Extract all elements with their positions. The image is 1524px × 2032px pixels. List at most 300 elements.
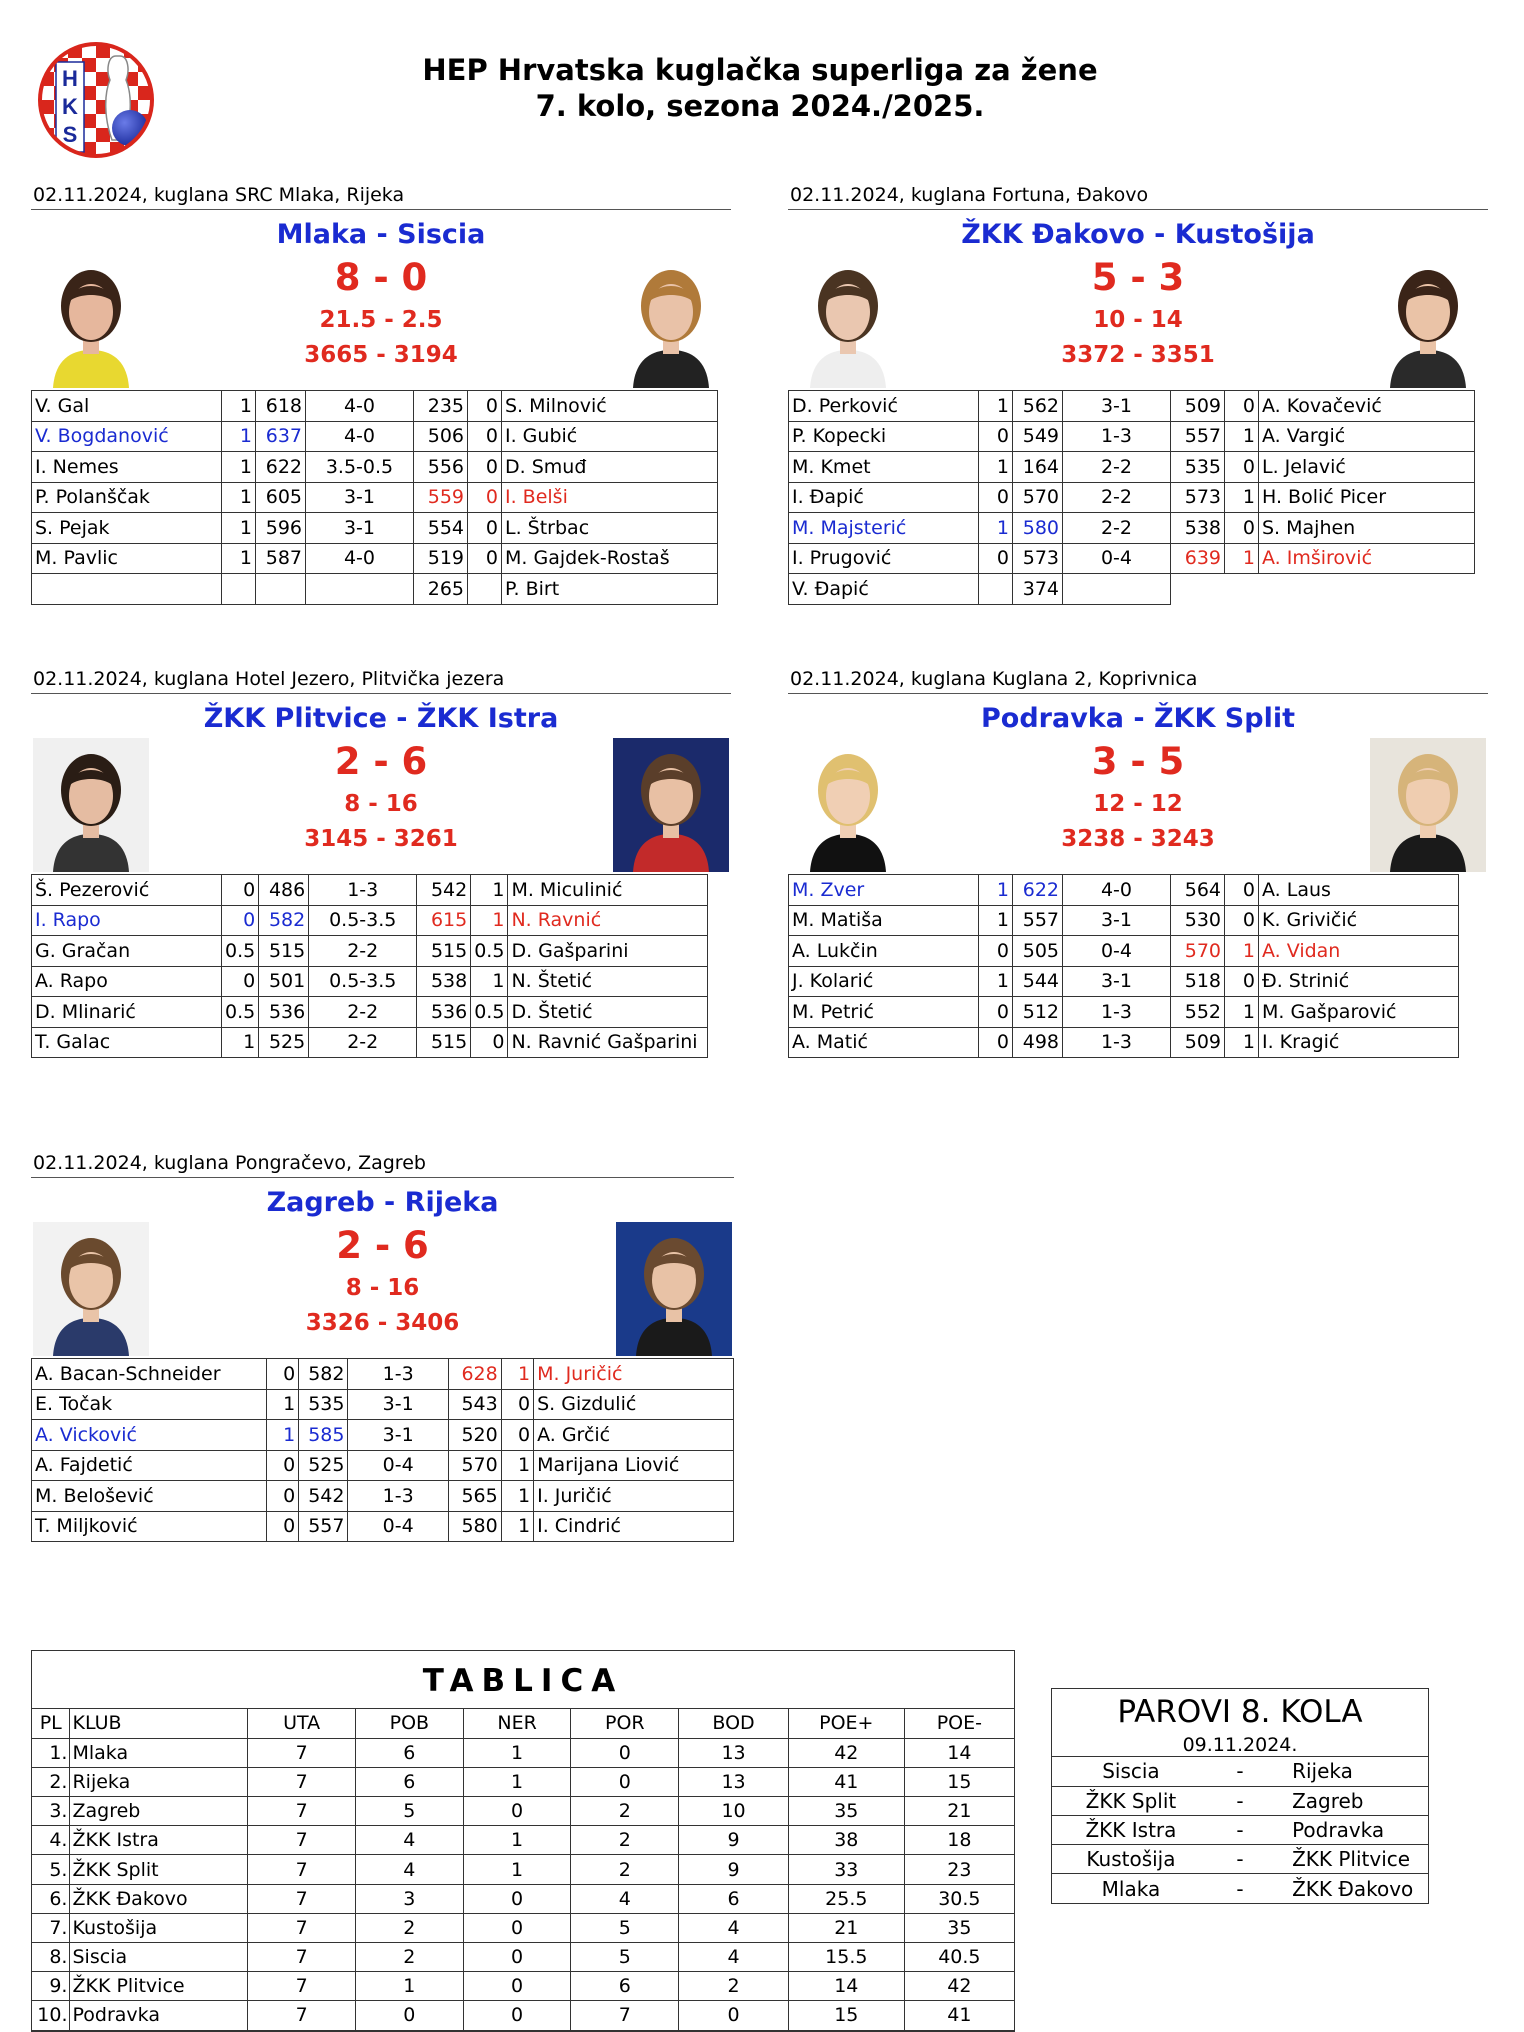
standings-value: 33 bbox=[788, 1855, 904, 1884]
player-sets: 3-1 bbox=[306, 513, 414, 544]
home-player-name: M. Petrić bbox=[789, 997, 979, 1028]
player-sets: 3-1 bbox=[306, 482, 414, 513]
standings-club: Zagreb bbox=[70, 1797, 248, 1826]
away-player-pins: 530 bbox=[1171, 905, 1225, 936]
result-row bbox=[32, 1389, 734, 1420]
home-player-pins: 512 bbox=[1013, 997, 1063, 1028]
home-player-name: M. Zver bbox=[789, 875, 979, 906]
standings-value: 42 bbox=[904, 1972, 1014, 2001]
player-sets: 4-0 bbox=[306, 421, 414, 452]
player-sets bbox=[306, 574, 414, 605]
home-player-name: D. Perković bbox=[789, 391, 979, 422]
home-player-name: I. Prugović bbox=[789, 543, 979, 574]
result-row bbox=[32, 1450, 734, 1481]
home-player-pins: 525 bbox=[299, 1450, 348, 1481]
standings-row bbox=[32, 1797, 1014, 1826]
standings-value: 6 bbox=[355, 1767, 463, 1796]
away-player-point: 0 bbox=[501, 1389, 533, 1420]
home-player-name: A. Matić bbox=[789, 1027, 979, 1058]
standings-position: 4. bbox=[32, 1826, 70, 1855]
standings-value: 7 bbox=[248, 1943, 356, 1972]
home-player-pins: 582 bbox=[299, 1359, 348, 1390]
standings-table bbox=[31, 1650, 1015, 2032]
player-sets: 4-0 bbox=[306, 543, 414, 574]
standings-club: ŽKK Split bbox=[70, 1855, 248, 1884]
home-player-point: 1 bbox=[979, 875, 1013, 906]
home-player-name bbox=[32, 574, 222, 605]
home-player-pins: 618 bbox=[256, 391, 306, 422]
away-player-point: 1 bbox=[471, 966, 508, 997]
player-sets: 1-3 bbox=[1063, 997, 1171, 1028]
away-player-point: 0 bbox=[468, 482, 502, 513]
match-sets-score: 21.5 - 2.5 bbox=[319, 307, 443, 333]
away-player-point: 1 bbox=[1225, 421, 1259, 452]
pair-row bbox=[1052, 1874, 1428, 1903]
standings-value: 2 bbox=[571, 1797, 679, 1826]
standings-value: 35 bbox=[788, 1797, 904, 1826]
result-row bbox=[32, 391, 718, 422]
pair-home-team: ŽKK Split bbox=[1052, 1786, 1210, 1815]
home-player-pins: 486 bbox=[259, 875, 309, 906]
home-player-point: 0 bbox=[979, 421, 1013, 452]
away-player-pins: 580 bbox=[448, 1511, 501, 1542]
match-venue: 02.11.2024, kuglana Hotel Jezero, Plitvička jezera bbox=[31, 664, 731, 694]
away-player-point bbox=[1225, 574, 1259, 605]
result-row bbox=[789, 574, 1475, 605]
home-player-name: T. Galac bbox=[32, 1027, 222, 1058]
standings-club: Mlaka bbox=[70, 1738, 248, 1767]
home-player-point: 1 bbox=[222, 543, 256, 574]
pair-home-team: Mlaka bbox=[1101, 1876, 1161, 1901]
home-player-name: J. Kolarić bbox=[789, 966, 979, 997]
away-player-name: D. Gašparini bbox=[508, 936, 708, 967]
home-player-pins: 562 bbox=[1013, 391, 1063, 422]
player-sets: 1-3 bbox=[1063, 1027, 1171, 1058]
home-player-point bbox=[979, 574, 1013, 605]
page-title-line-1: HEP Hrvatska kuglačka superliga za žene bbox=[422, 53, 1098, 87]
home-player-name: A. Bacan-Schneider bbox=[32, 1359, 267, 1390]
away-player-pins: 235 bbox=[414, 391, 468, 422]
player-sets: 0.5-3.5 bbox=[309, 905, 417, 936]
match-teams: ŽKK Đakovo - Kustošija bbox=[961, 219, 1315, 250]
home-player-name: V. Bogdanović bbox=[32, 421, 222, 452]
result-row bbox=[789, 391, 1475, 422]
standings-header-pob: POB bbox=[355, 1709, 463, 1738]
away-player-name: N. Ravnić Gašparini bbox=[508, 1027, 708, 1058]
away-player-pins: 570 bbox=[448, 1450, 501, 1481]
away-player-point: 0 bbox=[468, 513, 502, 544]
standings-value: 4 bbox=[571, 1884, 679, 1913]
home-player-name: M. Kmet bbox=[789, 452, 979, 483]
home-player-name: S. Pejak bbox=[32, 513, 222, 544]
result-row bbox=[32, 1027, 708, 1058]
away-player-point: 1 bbox=[471, 905, 508, 936]
player-sets: 2-2 bbox=[309, 936, 417, 967]
result-row bbox=[32, 1481, 734, 1512]
player-sets: 2-2 bbox=[1063, 482, 1171, 513]
away-player-point: 0 bbox=[468, 391, 502, 422]
away-player-point: 1 bbox=[471, 875, 508, 906]
pair-away-team: ŽKK Plitvice bbox=[1270, 1845, 1428, 1874]
home-player-pins: 515 bbox=[259, 936, 309, 967]
standings-value: 0 bbox=[571, 1738, 679, 1767]
standings-value: 15.5 bbox=[788, 1943, 904, 1972]
match-header bbox=[788, 738, 1488, 874]
result-row bbox=[32, 1420, 734, 1451]
home-player-name: M. Matiša bbox=[789, 905, 979, 936]
standings-value: 5 bbox=[571, 1913, 679, 1942]
player-sets: 3-1 bbox=[1063, 966, 1171, 997]
standings-club: ŽKK Plitvice bbox=[70, 1972, 248, 2001]
result-row bbox=[32, 452, 718, 483]
standings-value: 30.5 bbox=[904, 1884, 1014, 1913]
home-player-pins: 587 bbox=[256, 543, 306, 574]
standings-value: 5 bbox=[571, 1943, 679, 1972]
home-player-point: 1 bbox=[979, 905, 1013, 936]
match-venue: 02.11.2024, kuglana Fortuna, Đakovo bbox=[788, 180, 1488, 210]
away-player-point: 1 bbox=[1225, 543, 1259, 574]
standings-value: 5 bbox=[355, 1797, 463, 1826]
home-player-pins: 605 bbox=[256, 482, 306, 513]
away-player-name: H. Bolić Picer bbox=[1259, 482, 1475, 513]
away-player-pins: 509 bbox=[1171, 1027, 1225, 1058]
standings-header-poe: POE+ bbox=[788, 1709, 904, 1738]
away-player-pins: 265 bbox=[414, 574, 468, 605]
result-row bbox=[32, 1511, 734, 1542]
away-player-pins: 518 bbox=[1171, 966, 1225, 997]
away-player-name: L. Štrbac bbox=[502, 513, 718, 544]
standings-value: 2 bbox=[355, 1913, 463, 1942]
home-player-point: 0 bbox=[266, 1481, 298, 1512]
standings-club: Kustošija bbox=[70, 1913, 248, 1942]
home-player-name: M. Majsterić bbox=[789, 513, 979, 544]
home-player-point: 0 bbox=[266, 1450, 298, 1481]
away-player-pins: 506 bbox=[414, 421, 468, 452]
result-row bbox=[789, 482, 1475, 513]
result-row bbox=[32, 966, 708, 997]
standings-value: 2 bbox=[571, 1855, 679, 1884]
away-player-point: 0 bbox=[468, 421, 502, 452]
player-sets: 1-3 bbox=[348, 1359, 448, 1390]
standings-value: 4 bbox=[355, 1826, 463, 1855]
away-player-point: 0 bbox=[471, 1027, 508, 1058]
standings-value: 0 bbox=[463, 1884, 571, 1913]
player-sets: 3-1 bbox=[348, 1420, 448, 1451]
home-player-name: M. Belošević bbox=[32, 1481, 267, 1512]
away-player-name: D. Štetić bbox=[508, 997, 708, 1028]
home-player-point: 1 bbox=[979, 966, 1013, 997]
standings-value: 0 bbox=[355, 2001, 463, 2030]
standings-value: 6 bbox=[679, 1884, 789, 1913]
home-player-pins: 557 bbox=[1013, 905, 1063, 936]
player-sets: 0.5-3.5 bbox=[309, 966, 417, 997]
result-row bbox=[789, 1027, 1459, 1058]
match-header bbox=[788, 254, 1488, 390]
away-player-pins: 515 bbox=[417, 1027, 471, 1058]
standings-value: 9 bbox=[679, 1855, 789, 1884]
home-player-name: A. Rapo bbox=[32, 966, 222, 997]
standings-value: 40.5 bbox=[904, 1943, 1014, 1972]
standings-header-pl: PL bbox=[32, 1709, 70, 1738]
away-player-pins bbox=[1171, 574, 1225, 605]
away-player-pins: 538 bbox=[417, 966, 471, 997]
home-player-name: M. Pavlic bbox=[32, 543, 222, 574]
home-player-point: 1 bbox=[979, 513, 1013, 544]
home-player-point: 1 bbox=[222, 391, 256, 422]
standings-value: 4 bbox=[355, 1855, 463, 1884]
standings-header-poe: POE- bbox=[904, 1709, 1014, 1738]
away-player-photo bbox=[1370, 738, 1486, 872]
away-player-name: A. Imširović bbox=[1259, 543, 1475, 574]
match-results-table bbox=[31, 1358, 734, 1542]
match-venue: 02.11.2024, kuglana Kuglana 2, Koprivnica bbox=[788, 664, 1488, 694]
standings-value: 0 bbox=[463, 1943, 571, 1972]
result-row bbox=[789, 997, 1459, 1028]
home-player-point: 1 bbox=[222, 513, 256, 544]
home-player-pins: 535 bbox=[299, 1389, 348, 1420]
away-player-pins: 557 bbox=[1171, 421, 1225, 452]
result-row bbox=[32, 421, 718, 452]
pair-separator: - bbox=[1236, 1876, 1244, 1901]
standings-row bbox=[32, 1826, 1014, 1855]
standings-value: 21 bbox=[788, 1913, 904, 1942]
away-player-point: 1 bbox=[501, 1359, 533, 1390]
away-player-name: I. Kragić bbox=[1259, 1027, 1459, 1058]
standings-value: 42 bbox=[788, 1738, 904, 1767]
home-player-name: P. Polanščak bbox=[32, 482, 222, 513]
result-row bbox=[32, 574, 718, 605]
standings-position: 10. bbox=[32, 2001, 70, 2030]
home-player-point: 0 bbox=[222, 966, 259, 997]
match-mlaka-siscia bbox=[31, 180, 731, 605]
match-teams: ŽKK Plitvice - ŽKK Istra bbox=[203, 703, 559, 734]
pair-away-team: ŽKK Đakovo bbox=[1292, 1876, 1414, 1901]
match-teams: Zagreb - Rijeka bbox=[266, 1187, 499, 1218]
standings-value: 25.5 bbox=[788, 1884, 904, 1913]
away-player-pins: 515 bbox=[417, 936, 471, 967]
player-sets: 0-4 bbox=[1063, 543, 1171, 574]
player-sets: 2-2 bbox=[309, 1027, 417, 1058]
standings-value: 38 bbox=[788, 1826, 904, 1855]
standings-value: 7 bbox=[248, 1972, 356, 2001]
home-player-name: G. Gračan bbox=[32, 936, 222, 967]
standings-value: 3 bbox=[355, 1884, 463, 1913]
standings-value: 7 bbox=[248, 1767, 356, 1796]
result-row bbox=[32, 905, 708, 936]
player-sets: 0-4 bbox=[348, 1511, 448, 1542]
away-player-pins: 542 bbox=[417, 875, 471, 906]
home-player-pins: 596 bbox=[256, 513, 306, 544]
away-player-pins: 559 bbox=[414, 482, 468, 513]
match-points-score: 2 - 6 bbox=[336, 1224, 429, 1267]
away-player-point: 0 bbox=[1225, 452, 1259, 483]
away-player-name: I. Belši bbox=[502, 482, 718, 513]
away-player-name: N. Štetić bbox=[508, 966, 708, 997]
match-zagreb-rijeka bbox=[31, 1148, 734, 1542]
away-player-photo bbox=[1370, 254, 1486, 388]
home-player-point: 0 bbox=[222, 905, 259, 936]
away-player-pins: 639 bbox=[1171, 543, 1225, 574]
pair-separator: - bbox=[1210, 1786, 1270, 1815]
page-title bbox=[300, 52, 1220, 124]
away-player-name: P. Birt bbox=[502, 574, 718, 605]
result-row bbox=[789, 905, 1459, 936]
match-header bbox=[31, 254, 731, 390]
away-player-name: A. Grčić bbox=[534, 1420, 734, 1451]
pair-home-team: Siscia bbox=[1052, 1757, 1210, 1786]
standings-value: 1 bbox=[355, 1972, 463, 2001]
standings-value: 7 bbox=[248, 2001, 356, 2030]
home-player-pins: 570 bbox=[1013, 482, 1063, 513]
match-results-table bbox=[788, 874, 1459, 1058]
home-player-name: I. Nemes bbox=[32, 452, 222, 483]
player-sets: 4-0 bbox=[306, 391, 414, 422]
standings-value: 6 bbox=[355, 1738, 463, 1767]
home-player-point: 1 bbox=[222, 452, 256, 483]
away-player-name: S. Gizdulić bbox=[534, 1389, 734, 1420]
home-player-pins: 544 bbox=[1013, 966, 1063, 997]
match-header bbox=[31, 738, 731, 874]
away-player-pins: 570 bbox=[1171, 936, 1225, 967]
away-player-name: Marijana Liović bbox=[534, 1450, 734, 1481]
home-player-pins: 637 bbox=[256, 421, 306, 452]
standings-value: 15 bbox=[904, 1767, 1014, 1796]
home-player-pins bbox=[256, 574, 306, 605]
home-player-pins: 525 bbox=[259, 1027, 309, 1058]
logo-letter-h: H bbox=[62, 66, 78, 91]
home-player-point: 1 bbox=[266, 1420, 298, 1451]
standings-position: 1. bbox=[32, 1738, 70, 1767]
standings-row bbox=[32, 1884, 1014, 1913]
match-djakovo-kustosija bbox=[788, 180, 1488, 605]
standings-value: 7 bbox=[248, 1738, 356, 1767]
result-row bbox=[32, 543, 718, 574]
standings-value: 18 bbox=[904, 1826, 1014, 1855]
standings-header-uta: UTA bbox=[248, 1709, 356, 1738]
home-player-point: 0 bbox=[979, 482, 1013, 513]
standings-value: 41 bbox=[788, 1767, 904, 1796]
standings-value: 2 bbox=[571, 1826, 679, 1855]
away-player-point: 0 bbox=[1225, 905, 1259, 936]
match-pins-score: 3372 - 3351 bbox=[1061, 342, 1215, 368]
standings-title: TABLICA bbox=[32, 1651, 1014, 1709]
match-venue: 02.11.2024, kuglana SRC Mlaka, Rijeka bbox=[31, 180, 731, 210]
standings-value: 14 bbox=[904, 1738, 1014, 1767]
away-player-point: 0 bbox=[501, 1420, 533, 1451]
pair-row bbox=[1052, 1786, 1428, 1815]
match-podravka-split bbox=[788, 664, 1488, 1058]
standings-grid bbox=[32, 1709, 1014, 2031]
home-player-pins: 585 bbox=[299, 1420, 348, 1451]
player-sets: 3.5-0.5 bbox=[306, 452, 414, 483]
home-player-name: D. Mlinarić bbox=[32, 997, 222, 1028]
standings-value: 7 bbox=[248, 1913, 356, 1942]
away-player-point: 0 bbox=[1225, 513, 1259, 544]
standings-header-ner: NER bbox=[463, 1709, 571, 1738]
standings-row bbox=[32, 1943, 1014, 1972]
pair-separator: - bbox=[1210, 1815, 1270, 1844]
home-player-pins: 622 bbox=[1013, 875, 1063, 906]
match-teams: Podravka - ŽKK Split bbox=[981, 703, 1295, 734]
result-row bbox=[32, 482, 718, 513]
away-player-pins: 552 bbox=[1171, 997, 1225, 1028]
standings-row bbox=[32, 1767, 1014, 1796]
pair-away-team: Rijeka bbox=[1270, 1757, 1428, 1786]
away-player-pins: 538 bbox=[1171, 513, 1225, 544]
home-player-name: V. Đapić bbox=[789, 574, 979, 605]
standings-position: 9. bbox=[32, 1972, 70, 2001]
standings-value: 1 bbox=[463, 1826, 571, 1855]
standings-header-klub: KLUB bbox=[70, 1709, 248, 1738]
away-player-point: 0 bbox=[1225, 966, 1259, 997]
away-player-name: M. Gajdek-Rostaš bbox=[502, 543, 718, 574]
home-player-point bbox=[222, 574, 256, 605]
standings-position: 5. bbox=[32, 1855, 70, 1884]
away-player-photo bbox=[613, 738, 729, 872]
standings-value: 0 bbox=[463, 1913, 571, 1942]
player-sets: 3-1 bbox=[1063, 905, 1171, 936]
next-round-grid bbox=[1052, 1757, 1428, 1903]
match-teams: Mlaka - Siscia bbox=[276, 219, 486, 250]
home-player-pins: 501 bbox=[259, 966, 309, 997]
away-player-pins: 565 bbox=[448, 1481, 501, 1512]
standings-header-bod: BOD bbox=[679, 1709, 789, 1738]
standings-value: 4 bbox=[679, 1943, 789, 1972]
away-player-name: L. Jelavić bbox=[1259, 452, 1475, 483]
home-player-point: 0 bbox=[979, 997, 1013, 1028]
away-player-name bbox=[1259, 574, 1475, 605]
away-player-name: M. Miculinić bbox=[508, 875, 708, 906]
standings-value: 1 bbox=[463, 1855, 571, 1884]
pair-home-team: Kustošija bbox=[1052, 1845, 1210, 1874]
standings-value: 35 bbox=[904, 1913, 1014, 1942]
away-player-point: 1 bbox=[1225, 997, 1259, 1028]
pair-home-team: ŽKK Istra bbox=[1052, 1815, 1210, 1844]
match-sets-score: 8 - 16 bbox=[345, 1275, 420, 1301]
player-sets: 2-2 bbox=[1063, 452, 1171, 483]
home-player-point: 0 bbox=[222, 875, 259, 906]
pair-away-team: Zagreb bbox=[1270, 1786, 1428, 1815]
home-player-point: 1 bbox=[979, 391, 1013, 422]
match-points-score: 2 - 6 bbox=[334, 740, 428, 783]
away-player-point: 1 bbox=[501, 1481, 533, 1512]
home-player-point: 0 bbox=[266, 1511, 298, 1542]
match-pins-score: 3145 - 3261 bbox=[304, 826, 458, 852]
home-player-name: E. Točak bbox=[32, 1389, 267, 1420]
standings-value: 21 bbox=[904, 1797, 1014, 1826]
player-sets: 1-3 bbox=[309, 875, 417, 906]
home-player-name: A. Lukčin bbox=[789, 936, 979, 967]
match-points-score: 5 - 3 bbox=[1091, 256, 1185, 299]
standings-position: 2. bbox=[32, 1767, 70, 1796]
player-sets bbox=[1063, 574, 1171, 605]
standings-row bbox=[32, 1913, 1014, 1942]
standings-position: 7. bbox=[32, 1913, 70, 1942]
away-player-pins: 554 bbox=[414, 513, 468, 544]
match-results-table bbox=[788, 390, 1475, 605]
player-sets: 1-3 bbox=[348, 1481, 448, 1512]
standings-value: 4 bbox=[679, 1913, 789, 1942]
player-sets: 0-4 bbox=[348, 1450, 448, 1481]
standings-value: 0 bbox=[679, 2001, 789, 2030]
standings-value: 7 bbox=[248, 1884, 356, 1913]
home-player-point: 0 bbox=[979, 543, 1013, 574]
pair-separator: - bbox=[1210, 1757, 1270, 1786]
home-player-point: 0.5 bbox=[222, 997, 259, 1028]
away-player-point: 1 bbox=[1225, 1027, 1259, 1058]
standings-value: 2 bbox=[355, 1943, 463, 1972]
home-player-name: I. Đapić bbox=[789, 482, 979, 513]
